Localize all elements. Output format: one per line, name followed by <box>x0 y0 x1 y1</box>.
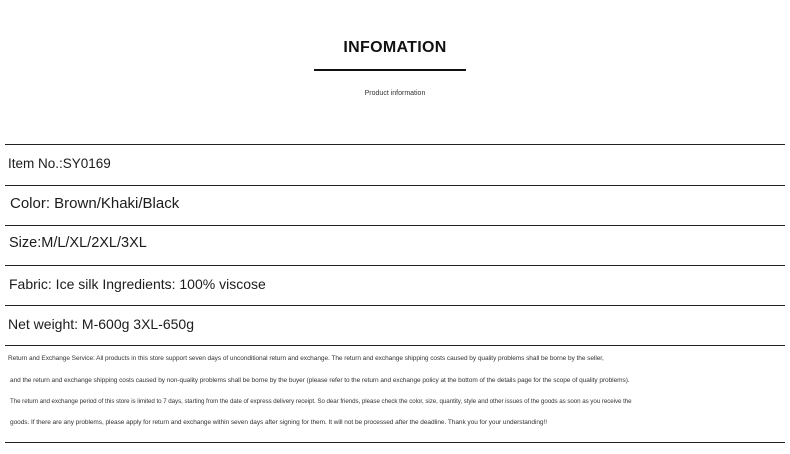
return-policy-line: goods. If there are any problems, please apply for return and exchange within seven days after signing for them. It will not be processed after the deadline. Thank you for your understanding!! <box>10 419 547 426</box>
color-row: Color: Brown/Khaki/Black <box>10 195 180 212</box>
divider <box>5 265 785 266</box>
divider <box>5 225 785 226</box>
divider <box>5 305 785 306</box>
size-row: Size:M/L/XL/2XL/3XL <box>9 235 147 251</box>
divider <box>5 345 785 346</box>
return-policy-line: The return and exchange period of this store is limited to 7 days, starting from the date of express delivery receipt. So dear friends, please check the color, size, quantity, style and other issues of the goods as soon as you receive the <box>10 398 632 405</box>
title-underline <box>314 69 466 71</box>
fabric-row: Fabric: Ice silk Ingredients: 100% viscose <box>9 276 266 292</box>
divider <box>5 442 785 443</box>
net-weight-row: Net weight: M-600g 3XL-650g <box>8 316 194 332</box>
return-policy-line: and the return and exchange shipping costs caused by non-quality problems shall be borne by the buyer (please refer to the return and exchange policy at the bottom of the details page for the scope of quality problems). <box>10 377 630 384</box>
page-title: INFOMATION <box>343 39 447 56</box>
divider <box>5 185 785 186</box>
page-subtitle: Product information <box>364 90 426 97</box>
divider <box>5 144 785 145</box>
item-number: Item No.:SY0169 <box>8 156 111 171</box>
return-policy-line: Return and Exchange Service: All products in this store support seven days of unconditional return and exchange. The return and exchange shipping costs caused by quality problems shall be borne by the seller, <box>8 355 604 362</box>
